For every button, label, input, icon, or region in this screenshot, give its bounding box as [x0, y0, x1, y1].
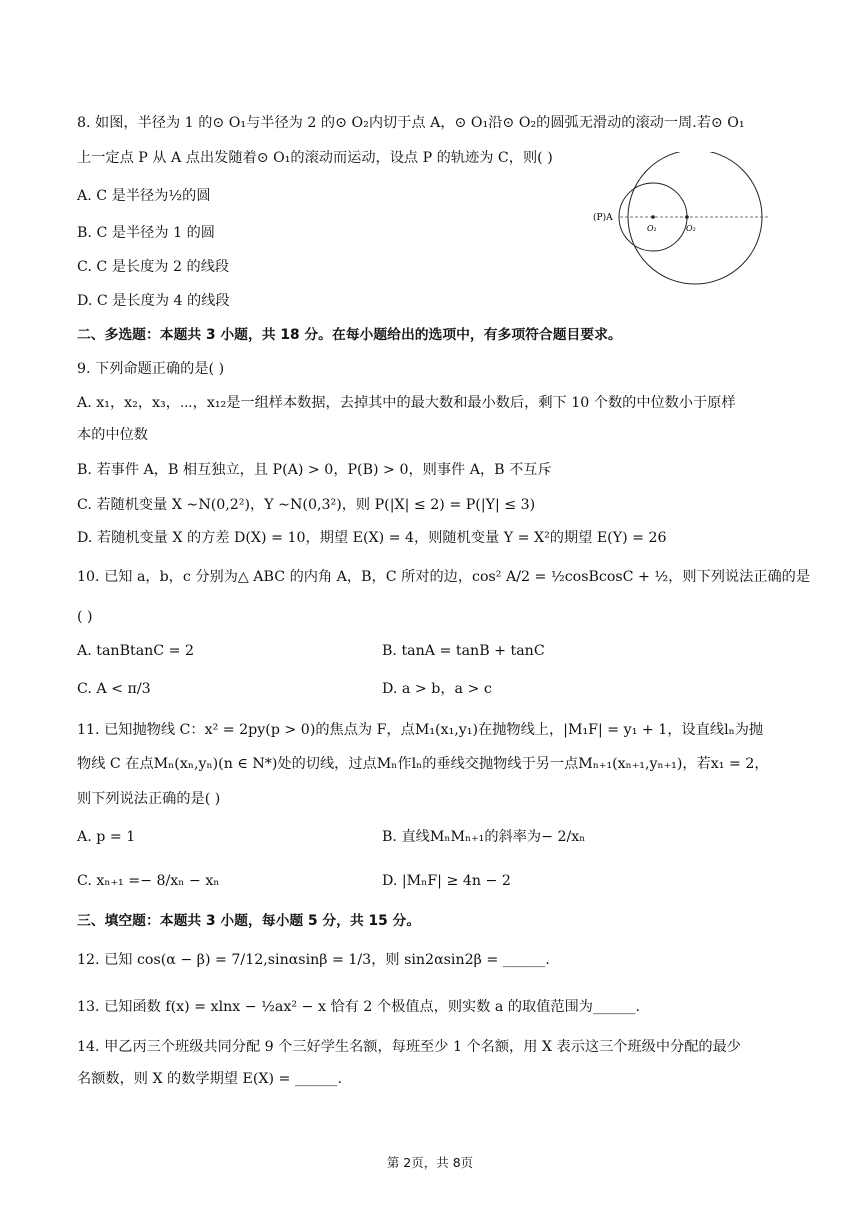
q10-paren: ( ) — [77, 609, 93, 625]
q12: 12. 已知 cos(α − β) = 7/12,sinαsinβ = 1/3，则 sin2αsin2β = ______. — [77, 952, 550, 968]
q11-stem-line1: 11. 已知抛物线 C：x² = 2py(p > 0)的焦点为 F，点M₁(x₁,y₁)在抛物线上，|M₁F| = y₁ + 1，设直线lₙ为抛 — [77, 722, 764, 738]
q9-option-a-line1: A. x₁，x₂，x₃，⋯，x₁₂是一组样本数据，去掉其中的最大数和最小数后，剩下 10 个数的中位数小于原样 — [77, 395, 736, 411]
q14-line1: 14. 甲乙丙三个班级共同分配 9 个三好学生名额，每班至少 1 个名额，用 X 表示这三个班级中分配的最少 — [77, 1039, 741, 1055]
q8-circles-figure — [590, 152, 790, 287]
q13: 13. 已知函数 f(x) = xlnx − ½ax² − x 恰有 2 个极值点，则实数 a 的取值范围为______. — [77, 999, 641, 1015]
point-o1 — [651, 215, 655, 219]
q10-option-d: D. a > b，a > c — [382, 681, 492, 697]
q9-option-d: D. 若随机变量 X 的方差 D(X) = 10，期望 E(X) = 4，则随机变量 Y = X²的期望 E(Y) = 26 — [77, 530, 667, 546]
q10-option-b: B. tanA = tanB + tanC — [382, 643, 545, 659]
large-circle-o2 — [628, 152, 762, 284]
q9-option-a-line2: 本的中位数 — [77, 427, 148, 443]
q14-line2: 名额数，则 X 的数学期望 E(X) = ______. — [77, 1071, 343, 1087]
point-o2 — [685, 215, 689, 219]
q11-option-d: D. |MₙF| ≥ 4n − 2 — [382, 873, 511, 889]
q11-option-b: B. 直线MₙMₙ₊₁的斜率为− 2/xₙ — [382, 829, 586, 845]
q9-option-c: C. 若随机变量 X ∼N(0,2²)，Y ∼N(0,3²)，则 P(|X| ≤ 2) = P(|Y| ≤ 3) — [77, 497, 536, 513]
section-3-heading: 三、填空题：本题共 3 小题，每小题 5 分，共 15 分。 — [77, 913, 421, 929]
q8-option-a: A. C 是半径为½的圆 — [77, 188, 211, 204]
q8-option-b: B. C 是半径为 1 的圆 — [77, 225, 215, 241]
q10-stem: 10. 已知 a，b，c 分别为△ ABC 的内角 A，B，C 所对的边，cos² A/2 = ½cosBcosC + ½，则下列说法正确的是 — [77, 569, 811, 585]
label-o2: O₂ — [686, 224, 696, 233]
q8-option-d: D. C 是长度为 4 的线段 — [77, 293, 230, 309]
q11-stem-line3: 则下列说法正确的是( ) — [77, 791, 221, 807]
q11-stem-line2: 物线 C 在点Mₙ(xₙ,yₙ)(n ∈ N*)处的切线，过点Mₙ作lₙ的垂线交抛物线于另一点Mₙ₊₁(xₙ₊₁,yₙ₊₁)，若x₁ = 2， — [77, 756, 769, 772]
q8-stem-line2: 上一定点 P 从 A 点出发随着⊙ O₁的滚动而运动，设点 P 的轨迹为 C，则( ) — [77, 150, 553, 166]
q10-option-c: C. A < π/3 — [77, 681, 151, 697]
q11-option-a: A. p = 1 — [77, 829, 136, 845]
page-footer: 第 2页，共 8页 — [386, 1155, 474, 1170]
q11-option-c: C. xₙ₊₁ =− 8/xₙ − xₙ — [77, 873, 220, 889]
label-o1: O₁ — [647, 224, 657, 233]
q9-stem: 9. 下列命题正确的是( ) — [77, 361, 225, 377]
section-2-heading: 二、多选题：本题共 3 小题，共 18 分。在每小题给出的选项中，有多项符合题目要求。 — [77, 327, 622, 343]
q10-option-a: A. tanBtanC = 2 — [77, 643, 195, 659]
q8-option-c: C. C 是长度为 2 的线段 — [77, 259, 230, 275]
q8-stem-line1: 8. 如图，半径为 1 的⊙ O₁与半径为 2 的⊙ O₂内切于点 A，⊙ O₁沿⊙ O₂的圆弧无滑动的滚动一周.若⊙ O₁ — [77, 115, 745, 131]
q9-option-b: B. 若事件 A，B 相互独立，且 P(A) > 0，P(B) > 0，则事件 A，B 不互斥 — [77, 462, 552, 478]
label-pa: (P)A — [593, 213, 613, 223]
